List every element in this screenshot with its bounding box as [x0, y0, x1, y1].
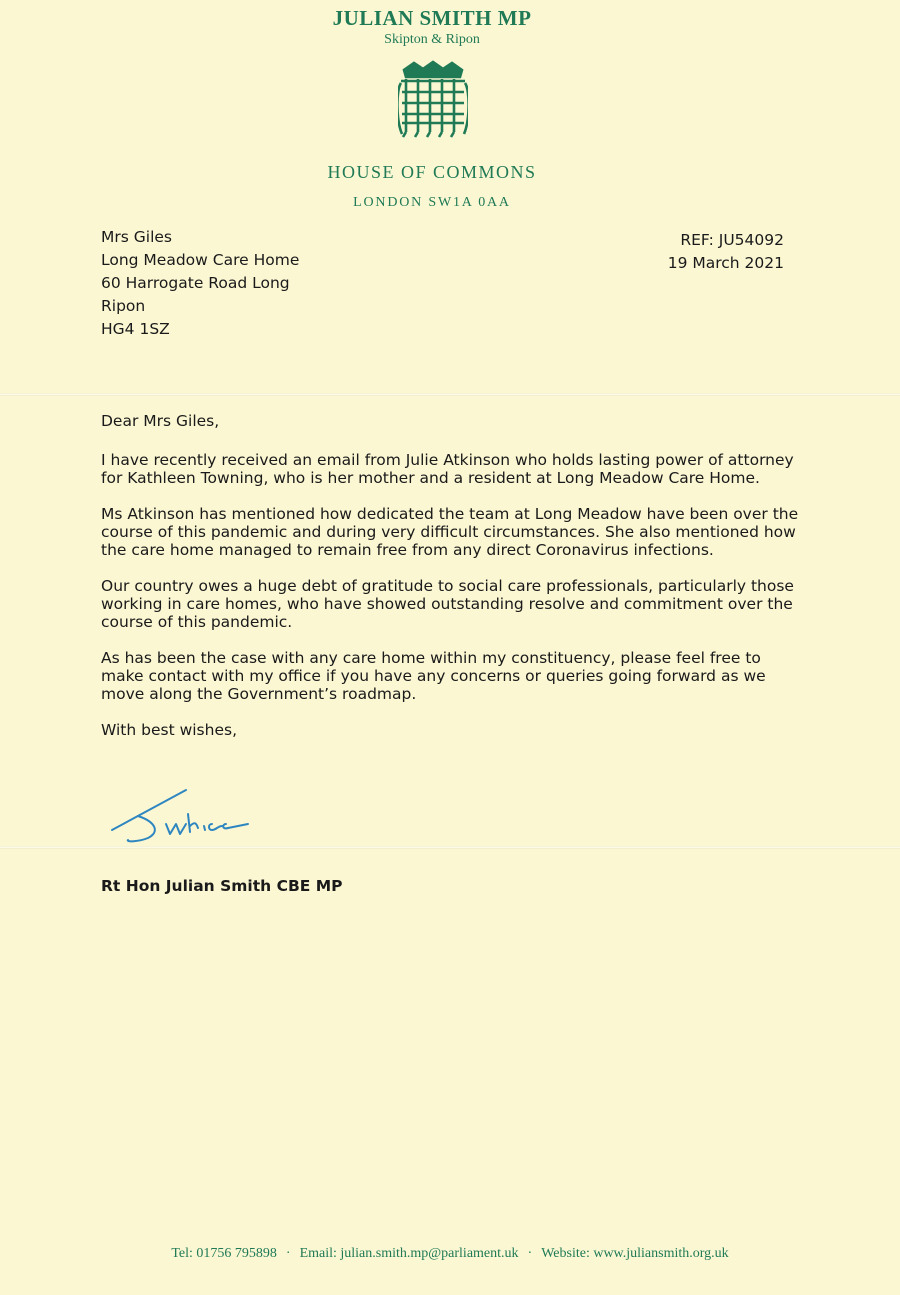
recipient-address	[101, 226, 299, 341]
house-of-commons: HOUSE OF COMMONS	[327, 162, 537, 182]
paragraph: Our country owes a huge debt of gratitude to social care professionals, particularly those working in care homes, who have showed outstanding resolve and commitment over the course of this pandemic.	[101, 577, 794, 631]
address-line: Ripon	[101, 297, 146, 315]
reference-number: REF: JU54092	[680, 231, 784, 249]
signature	[108, 780, 258, 850]
paragraph: As has been the case with any care home within my constituency, please feel free to make contact with my office if you have any concerns or queries going forward as we move along the Government’s roadmap.	[101, 649, 766, 703]
footer-email: Email: julian.smith.mp@parliament.uk	[299, 1246, 519, 1261]
paragraph: I have recently received an email from Julie Atkinson who holds lasting power of attorney for Kathleen Towning, who is her mother and a resident at Long Meadow Care Home.	[101, 451, 794, 487]
reference-block	[668, 229, 784, 275]
mp-name: JULIAN SMITH MP	[332, 6, 532, 30]
paper-fold	[0, 393, 900, 396]
footer-contact	[0, 1246, 900, 1262]
footer-tel: Tel: 01756 795898	[171, 1246, 277, 1261]
separator: ·	[527, 1246, 533, 1261]
footer-website: Website: www.juliansmith.org.uk	[541, 1246, 729, 1261]
salutation: Dear Mrs Giles,	[101, 412, 220, 430]
separator: ·	[285, 1246, 291, 1261]
constituency: Skipton & Ripon	[384, 32, 480, 47]
letter-body	[101, 412, 801, 757]
house-address: LONDON SW1A 0AA	[353, 195, 511, 210]
closing: With best wishes,	[101, 721, 237, 739]
address-line: HG4 1SZ	[101, 320, 170, 338]
paragraph: Ms Atkinson has mentioned how dedicated the team at Long Meadow have been over the course of this pandemic and during very difficult circumstances. She also mentioned how the care home managed to remain free from any direct Coronavirus infections.	[101, 505, 799, 559]
portcullis-icon	[398, 60, 468, 140]
address-line: Long Meadow Care Home	[101, 251, 300, 269]
address-line: Mrs Giles	[101, 228, 172, 246]
letter-date: 19 March 2021	[667, 254, 784, 272]
signer-name: Rt Hon Julian Smith CBE MP	[101, 877, 343, 895]
address-line: 60 Harrogate Road Long	[101, 274, 290, 292]
